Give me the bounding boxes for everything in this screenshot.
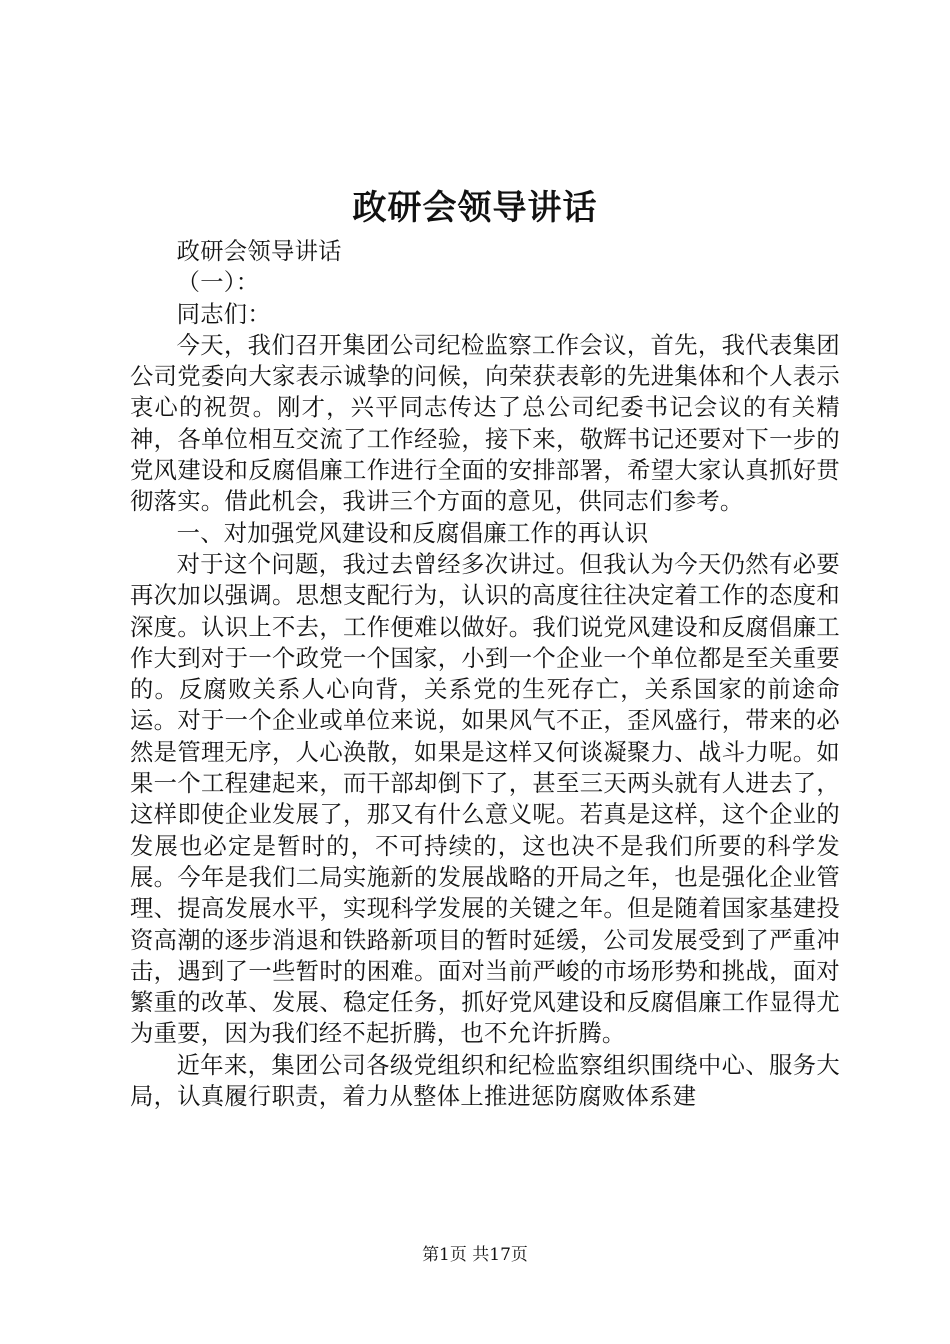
page-number-footer: 第1页 共17页 (422, 1245, 528, 1265)
document-title: 政研会领导讲话 (352, 188, 598, 228)
paragraph-opening: 今天，我们召开集团公司纪检监察工作会议，首先，我代表集团公司党委向大家表示诚挚的问候，向荣获表彰的先进集体和个人表示衷心的祝贺。刚才，兴平同志传达了总公司纪委书记会议的有关精神，各单位相互交流了工作经验，接下来，敬辉书记还要对下一步的党风建设和反腐倡廉工作进行全面的安排部署，希望大家认真抓好贯彻落实。借此机会，我讲三个方面的意见，供同志们参考。 (130, 331, 840, 516)
paragraph-subtitle: 政研会领导讲话 (176, 238, 342, 265)
paragraph-body: 对于这个问题，我过去曾经多次讲过。但我认为今天仍然有必要再次加以强调。思想支配行为，认识的高度往往决定着工作的态度和深度。认识上不去，工作便难以做好。我们说党风建设和反腐倡廉工作大到对于一个政党一个国家，小到一个企业一个单位都是至关重要的。反腐败关系人心向背，关系党的生死存亡，关系国家的前途命运。对于一个企业或单位来说，如果风气不正，歪风盛行，带来的必然是管理无序，人心涣散，如果是这样又何谈凝聚力、战斗力呢。如果一个工程建起来，而干部却倒下了，甚至三天两头就有人进去了，这样即使企业发展了，那又有什么意义呢。若真是这样，这个企业的发展也必定是暂时的，不可持续的，这也决不是我们所要的科学发展。今年是我们二局实施新的发展战略的开局之年，也是强化企业管理、提高发展水平，实现科学发展的关键之年。但是随着国家基建投资高潮的逐步消退和铁路新项目的暂时延缓，公司发展受到了严重冲击，遇到了一些暂时的困难。面对当前严峻的市场形势和挑战，面对繁重的改革、发展、稳定任务，抓好党风建设和反腐倡廉工作显得尤为重要，因为我们经不起折腾，也不允许折腾。 (130, 550, 840, 1048)
paragraph-heading-one: 一、对加强党风建设和反腐倡廉工作的再认识 (176, 519, 649, 547)
paragraph-salutation: 同志们： (176, 300, 271, 328)
paragraph-continuation: 近年来，集团公司各级党组织和纪检监察组织围绕中心、服务大局，认真履行职责，着力从整体上推进惩防腐败体系建 (130, 1051, 840, 1111)
paragraph-section-marker: （一）： (176, 269, 260, 297)
document-body (130, 236, 840, 1112)
